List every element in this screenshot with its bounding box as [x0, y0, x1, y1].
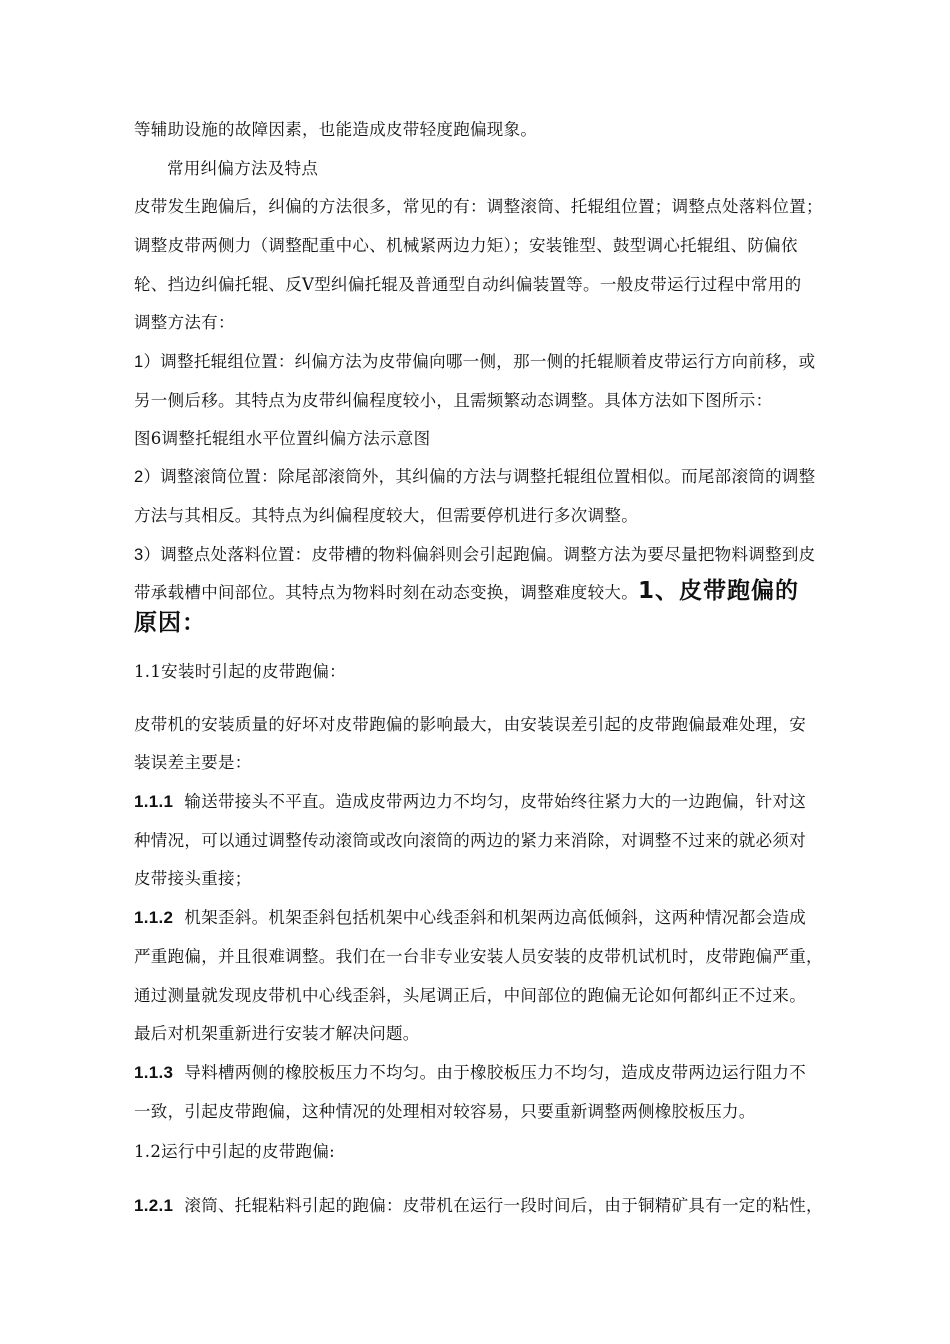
chapter-heading: 1、皮带跑偏的: [638, 578, 800, 604]
paragraph-line: 种情况，可以通过调整传动滚筒或改向滚筒的两边的紧力来消除，对调整不过来的就必须对: [134, 831, 806, 850]
paragraph-line: 皮带发生跑偏后，纠偏的方法很多，常见的有：调整滚筒、托辊组位置；调整点处落料位置；: [134, 197, 823, 216]
paragraph-line: 通过测量就发现皮带机中心线歪斜，头尾调正后，中间部位的跑偏无论如何都纠正不过来。: [134, 986, 806, 1005]
item-number: 1.1.3: [134, 1063, 174, 1082]
paragraph-line: 皮带机的安装质量的好坏对皮带跑偏的影响最大，由安装误差引起的皮带跑偏最难处理，安: [134, 715, 806, 734]
paragraph-line: 装误差主要是：: [134, 753, 252, 772]
list-item: 2）调整滚筒位置：除尾部滚筒外，其纠偏的方法与调整托辊组位置相似。而尾部滚筒的调整: [134, 467, 816, 486]
subsection-title: 1.1安装时引起的皮带跑偏：: [134, 662, 346, 681]
paragraph-line: 另一侧后移。其特点为皮带纠偏程度较小，且需频繁动态调整。具体方法如下图所示：: [134, 391, 773, 410]
figure-caption: 图6调整托辊组水平位置纠偏方法示意图: [134, 429, 431, 448]
paragraph-line: 调整皮带两侧力（调整配重中心、机械紧两边力矩）；安装锥型、鼓型调心托辊组、防偏依: [134, 236, 798, 255]
paragraph-line: 带承载槽中间部位。其特点为物料时刻在动态变换，调整难度较大。1、皮带跑偏的: [134, 578, 800, 604]
paragraph-line: 严重跑偏，并且很难调整。我们在一台非专业安装人员安装的皮带机试机时，皮带跑偏严重，: [134, 947, 823, 966]
list-item: 3）调整点处落料位置：皮带槽的物料偏斜则会引起跑偏。调整方法为要尽量把物料调整到皮: [134, 545, 816, 564]
list-item: 1.1.3 导料槽两侧的橡胶板压力不均匀。由于橡胶板压力不均匀，造成皮带两边运行阻力不: [134, 1063, 807, 1082]
paragraph-line: 皮带接头重接；: [134, 869, 252, 888]
list-item: 1.1.1 输送带接头不平直。造成皮带两边力不均匀，皮带始终往紧力大的一边跑偏，针对这: [134, 792, 807, 811]
section-title: 常用纠偏方法及特点: [167, 159, 319, 178]
list-item: 1）调整托辊组位置：纠偏方法为皮带偏向哪一侧，那一侧的托辊顺着皮带运行方向前移，或: [134, 352, 816, 371]
list-item: 1.2.1 滚筒、托辊粘料引起的跑偏：皮带机在运行一段时间后，由于铜精矿具有一定的粘性，: [134, 1196, 823, 1215]
item-number: 1.2.1: [134, 1196, 174, 1215]
subsection-title: 1.2运行中引起的皮带跑偏:: [134, 1142, 335, 1161]
paragraph-line: 最后对机架重新进行安装才解决问题。: [134, 1024, 420, 1043]
paragraph-line: 一致，引起皮带跑偏，这种情况的处理相对较容易，只要重新调整两侧橡胶板压力。: [134, 1102, 756, 1121]
item-number: 1.1.1: [134, 792, 174, 811]
paragraph-line: 轮、挡边纠偏托辊、反V型纠偏托辊及普通型自动纠偏装置等。一般皮带运行过程中常用的: [134, 275, 802, 294]
item-number: 1.1.2: [134, 908, 174, 927]
paragraph-line: 等辅助设施的故障因素，也能造成皮带轻度跑偏现象。: [134, 120, 538, 139]
list-number: 1）: [134, 353, 161, 371]
list-item: 1.1.2 机架歪斜。机架歪斜包括机架中心线歪斜和机架两边高低倾斜，这两种情况都会造成: [134, 908, 807, 927]
list-number: 3）: [134, 546, 161, 564]
paragraph-line: 方法与其相反。其特点为纠偏程度较大，但需要停机进行多次调整。: [134, 506, 638, 525]
chapter-heading-cont: 原因：: [134, 610, 206, 636]
paragraph-line: 调整方法有：: [134, 313, 235, 332]
list-number: 2）: [134, 468, 161, 486]
